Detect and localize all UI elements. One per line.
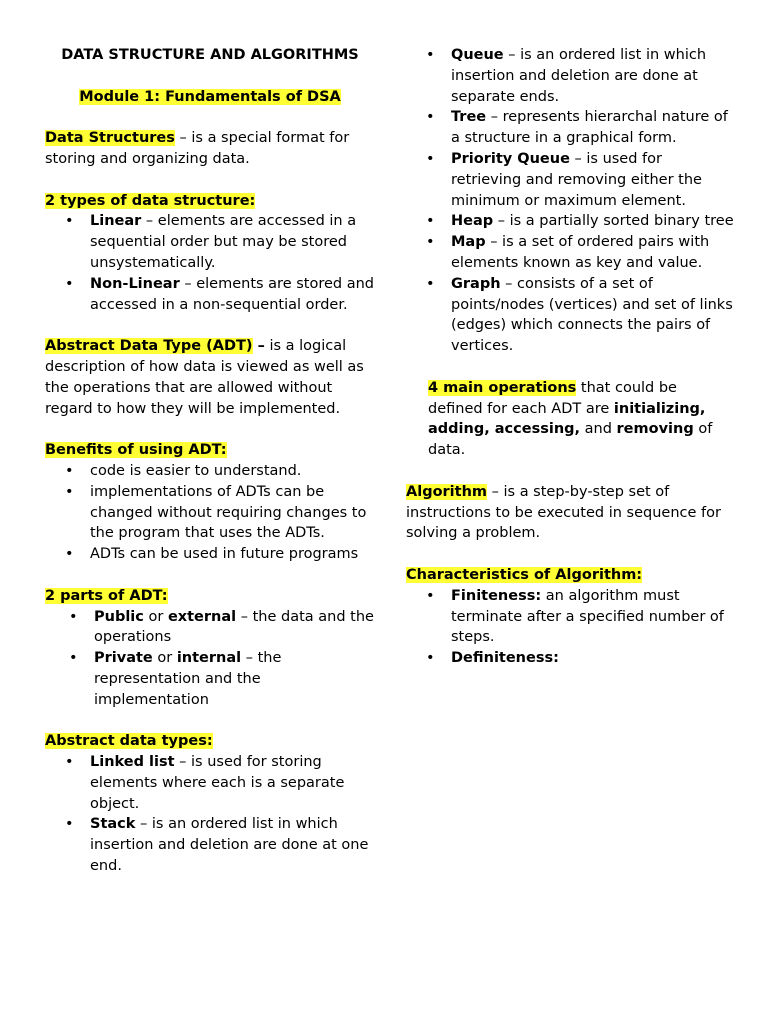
list-item: • Heap – is a partially sorted binary tree [406, 211, 736, 232]
list-item: • Queue – is an ordered list in which insertion and deletion are done at separate ends. [406, 45, 736, 107]
parts-list [45, 607, 375, 711]
characteristics-heading: Characteristics of Algorithm: [406, 566, 643, 583]
types-list [45, 211, 375, 315]
abstract-types-heading: Abstract data types: [45, 733, 213, 750]
operations-paragraph: 4 main operations that could be defined for each ADT are initializing, adding, accessing, and removing of data. [428, 379, 713, 459]
list-item: • Definiteness: [406, 648, 736, 669]
list-item: • Graph – consists of a set of points/nodes (vertices) and set of links (edges) which connects the pairs of vertices. [406, 274, 736, 357]
list-item: • Finiteness: an algorithm must terminate after a specified number of steps. [406, 586, 736, 648]
list-item: • ADTs can be used in future programs [45, 544, 375, 565]
abstract-types-list-left [45, 752, 375, 877]
list-item: • implementations of ADTs can be changed without requiring changes to the program that uses the ADTs. [45, 482, 375, 544]
characteristics-list [406, 586, 736, 669]
adt-definition: Abstract Data Type (ADT) – is a logical description of how data is viewed as well as the operations that are allowed without regard to how they will be implemented. [45, 338, 364, 417]
document-title: DATA STRUCTURE AND ALGORITHMS [61, 47, 359, 63]
types-heading: 2 types of data structure: [45, 192, 256, 209]
parts-heading: 2 parts of ADT: [45, 587, 168, 604]
list-item: • Map – is a set of ordered pairs with elements known as key and value. [406, 232, 736, 274]
list-item: • Non-Linear – elements are stored and accessed in a non-sequential order. [45, 274, 375, 316]
list-item: • Linear – elements are accessed in a sequential order but may be stored unsystematically. [45, 211, 375, 273]
data-structures-definition: Data Structures – is a special format for storing and organizing data. [45, 130, 350, 167]
abstract-types-list-right [406, 45, 736, 357]
list-item: • Priority Queue – is used for retrieving and removing either the minimum or maximum element. [406, 149, 736, 211]
list-item: • code is easier to understand. [45, 461, 375, 482]
module-heading: Module 1: Fundamentals of DSA [79, 88, 341, 105]
list-item: • Stack – is an ordered list in which insertion and deletion are done at one end. [45, 814, 375, 876]
benefits-heading: Benefits of using ADT: [45, 442, 227, 459]
list-item: • Tree – represents hierarchal nature of a structure in a graphical form. [406, 107, 736, 149]
right-column [406, 45, 736, 669]
left-column [45, 45, 375, 877]
list-item: • Linked list – is used for storing elements where each is a separate object. [45, 752, 375, 814]
benefits-list [45, 461, 375, 565]
list-item: • Private or internal – the representation and the implementation [45, 648, 375, 710]
list-item: • Public or external – the data and the operations [45, 607, 375, 649]
algorithm-definition: Algorithm – is a step-by-step set of instructions to be executed in sequence for solving a problem. [406, 483, 721, 542]
